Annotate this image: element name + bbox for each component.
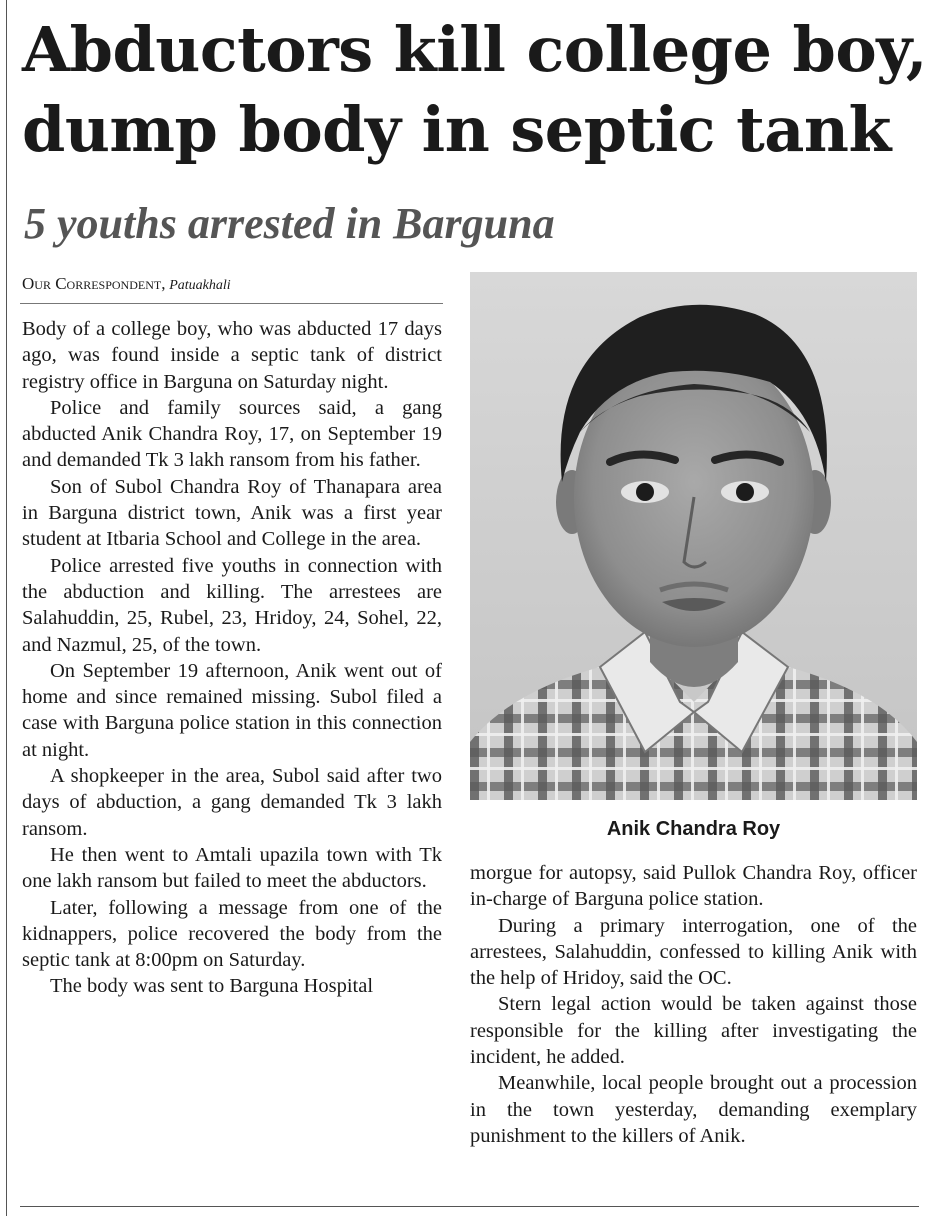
byline-name: Our Correspondent, xyxy=(22,274,166,293)
paragraph: Stern legal action would be taken against those responsible for the killing after investigating the incident, he added. xyxy=(470,993,917,1069)
column-divider xyxy=(6,0,7,1216)
photo-caption: Anik Chandra Roy xyxy=(606,818,781,840)
paragraph: morgue for autopsy, said Pullok Chandra Roy, officer in-charge of Barguna police station. xyxy=(470,862,917,911)
bottom-divider xyxy=(20,1206,919,1207)
byline-divider xyxy=(20,303,443,304)
article-column-left xyxy=(22,316,442,1000)
headline-line: Abductors kill college boy, xyxy=(22,13,927,86)
paragraph: The body was sent to Barguna Hospital xyxy=(50,975,374,998)
byline-place: Patuakhali xyxy=(169,278,231,293)
paragraph: Son of Subol Chandra Roy of Thanapara area in Barguna district town, Anik was a first year student at Itbaria School and College in the area. xyxy=(22,475,442,551)
paragraph: During a primary interrogation, one of the arrestees, Salahuddin, confessed to killing Anik with the help of Hridoy, said the OC. xyxy=(470,914,917,990)
portrait-photo xyxy=(470,272,917,800)
subheadline: 5 youths arrested in Barguna xyxy=(24,199,555,248)
byline xyxy=(22,274,442,296)
portrait-illustration xyxy=(470,272,917,800)
headline-line: dump body in septic tank xyxy=(22,93,891,166)
paragraph: Police arrested five youths in connection with the abduction and killing. The arrestees are Salahuddin, 25, Rubel, 23, Hridoy, 24, Sohel, 22, and Nazmul, 25, of the town. xyxy=(22,554,442,656)
paragraph: He then went to Amtali upazila town with Tk one lakh ransom but failed to meet the abductors. xyxy=(22,843,442,893)
paragraph: Body of a college boy, who was abducted 17 days ago, was found inside a septic tank of district registry office in Barguna on Saturday night. xyxy=(22,318,442,393)
paragraph: A shopkeeper in the area, Subol said after two days of abduction, a gang demanded Tk 3 lakh ransom. xyxy=(22,765,442,840)
paragraph: On September 19 afternoon, Anik went out of home and since remained missing. Subol filed a case with Barguna police station in this connection at night. xyxy=(22,659,442,761)
paragraph: Police and family sources said, a gang abducted Anik Chandra Roy, 17, on September 19 and demanded Tk 3 lakh ransom from his father. xyxy=(22,396,442,472)
paragraph: Meanwhile, local people brought out a procession in the town yesterday, demanding exemplary punishment to the killers of Anik. xyxy=(470,1072,917,1147)
headline xyxy=(22,10,927,170)
paragraph: Later, following a message from one of the kidnappers, police recovered the body from the septic tank at 8:00pm on Saturday. xyxy=(22,896,442,972)
article-column-right xyxy=(470,860,917,1149)
